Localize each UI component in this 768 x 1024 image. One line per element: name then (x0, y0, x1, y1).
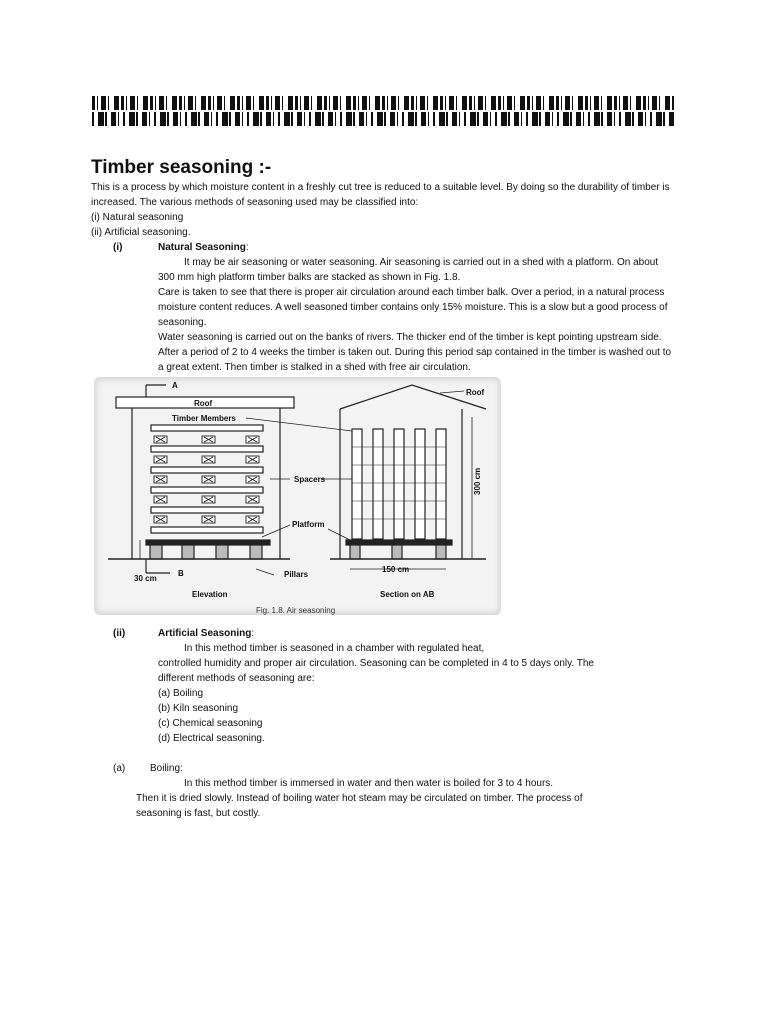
artificial-line-1: In this method timber is seasoned in a chamber with regulated heat, (184, 643, 485, 654)
section-platform (346, 540, 452, 545)
natural-line-7: After a period of 2 to 4 weeks the timber is taken out. During this period sap contained in the timber is washed out to (158, 347, 672, 358)
label-300cm: 300 cm (473, 467, 482, 495)
label-b: B (178, 569, 184, 578)
figure-caption: Fig. 1.8. Air seasoning (256, 606, 336, 615)
natural-line-5: seasoning. (158, 317, 207, 328)
section-roof (340, 385, 486, 409)
natural-line-2: 300 mm high platform timber balks are stacked as shown in Fig. 1.8. (158, 272, 461, 283)
natural-heading: Natural Seasoning (158, 242, 246, 253)
boiling-line-1: In this method timber is immersed in water and then water is boiled for 3 to 4 hours. (184, 778, 554, 789)
method-kiln: (b) Kiln seasoning (158, 703, 239, 714)
label-30cm: 30 cm (134, 574, 157, 583)
boiling-line-3: seasoning is fast, but costly. (136, 808, 261, 819)
label-platform: Platform (292, 520, 325, 529)
air-seasoning-figure (94, 377, 501, 615)
section-timber-columns (352, 429, 446, 539)
label-elevation: Elevation (192, 590, 228, 599)
boiling-heading: Boiling: (150, 763, 183, 774)
air-seasoning-diagram (94, 377, 501, 615)
natural-line-4: moisture content reduces. A well seasoned timber contains only 15% moisture. This is a slow but a good process of (158, 302, 668, 313)
label-a: A (172, 381, 178, 390)
label-timber-members: Timber Members (172, 414, 236, 423)
artificial-number: (ii) (113, 628, 126, 639)
method-electrical: (d) Electrical seasoning. (158, 733, 265, 744)
intro-line-1: This is a process by which moisture content in a freshly cut tree is reduced to a suitable level. By doing so the durability of timber is (91, 182, 670, 193)
label-roof-right: Roof (466, 388, 485, 397)
natural-line-6: Water seasoning is carried out on the banks of rivers. The thicker end of the timber is kept pointing upstream side. (158, 332, 662, 343)
label-roof-left: Roof (194, 399, 213, 408)
boiling-line-2: Then it is dried slowly. Instead of boiling water hot steam may be circulated on timber. The process of (136, 793, 583, 804)
intro-item-2: (ii) Artificial seasoning. (91, 227, 191, 238)
boiling-number: (a) (113, 763, 126, 774)
label-section: Section on AB (380, 590, 435, 599)
natural-line-3: Care is taken to see that there is proper air circulation around each timber balk. Over a period, in a natural process (158, 287, 665, 298)
natural-heading-wrap (158, 240, 249, 255)
page-title: Timber seasoning :- (91, 157, 272, 178)
natural-colon: : (245, 242, 249, 253)
label-150cm: 150 cm (382, 565, 410, 574)
section-pillars (350, 545, 446, 559)
artificial-line-2: controlled humidity and proper air circulation. Seasoning can be completed in 4 to 5 days only. The (158, 658, 594, 669)
intro-item-1: (i) Natural seasoning (91, 212, 184, 223)
label-spacers: Spacers (294, 475, 326, 484)
natural-line-8: a great extent. Then timber is stalked in a shed with free air circulation. (158, 362, 471, 373)
artificial-heading-wrap (158, 626, 254, 641)
artificial-line-3: different methods of seasoning are: (158, 673, 315, 684)
method-chemical: (c) Chemical seasoning (158, 718, 263, 729)
label-pillars: Pillars (284, 570, 309, 579)
elevation-pillars (150, 545, 262, 559)
artificial-heading: Artificial Seasoning (158, 628, 252, 639)
garbled-header-line-2 (92, 112, 674, 126)
garbled-header-line-1 (92, 96, 674, 110)
method-boiling: (a) Boiling (158, 688, 204, 699)
natural-line-1: It may be air seasoning or water seasoning. Air seasoning is carried out in a shed with a platform. On about (184, 257, 659, 268)
intro-line-2: increased. The various methods of seasoning used may be classified into: (91, 197, 419, 208)
natural-number: (i) (113, 242, 123, 253)
artificial-colon: : (251, 628, 255, 639)
elevation-platform (146, 540, 270, 545)
